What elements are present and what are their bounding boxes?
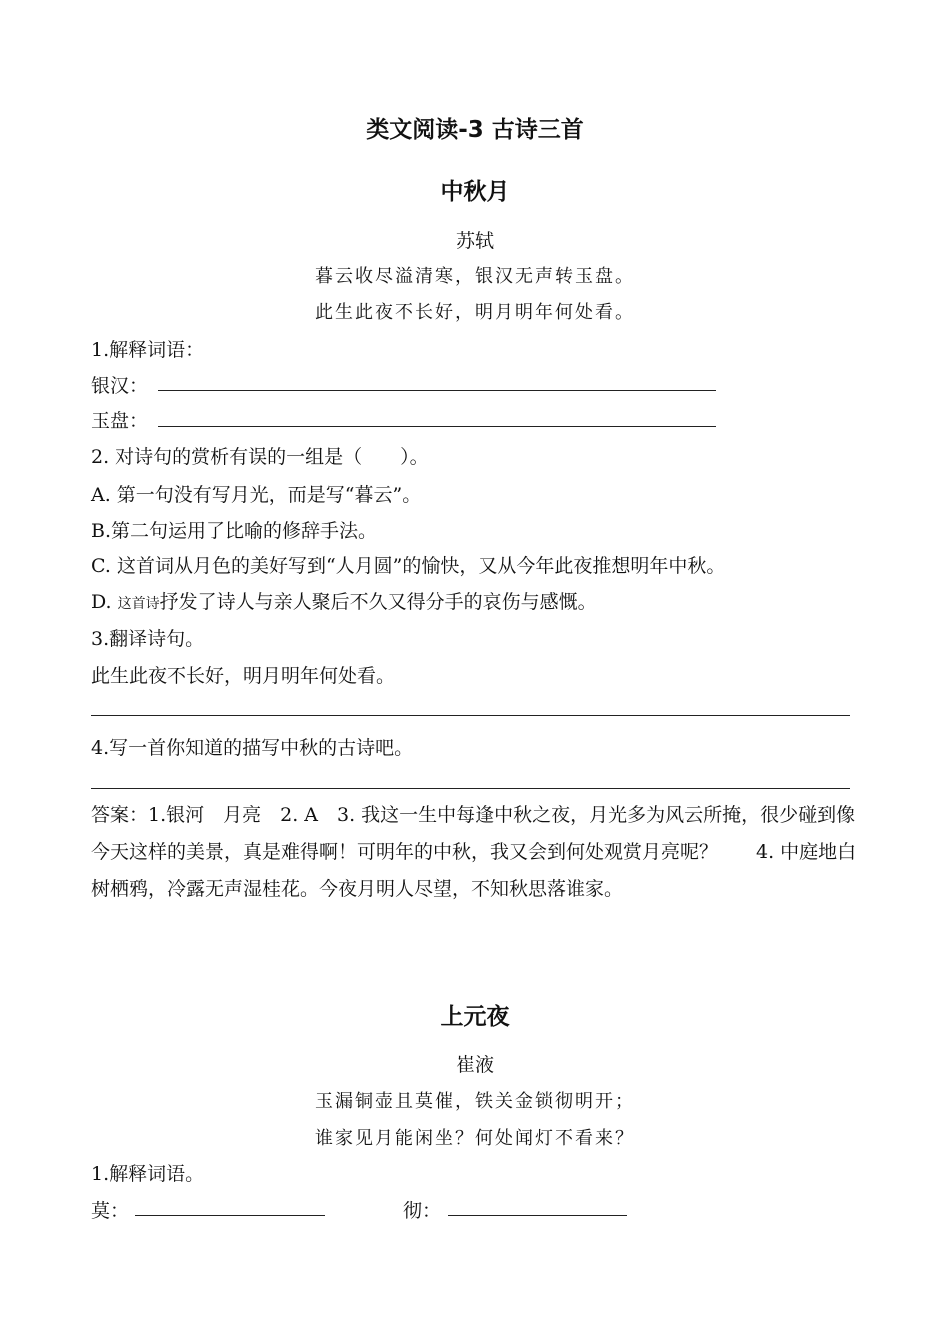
answer-blank-poem[interactable] (91, 788, 850, 789)
poem1-q1-term1: 银汉： (91, 375, 149, 397)
poem2-author: 崔液 (455, 1054, 494, 1076)
answer-blank-yinhan[interactable] (158, 390, 716, 391)
answer-blank-che[interactable] (448, 1215, 627, 1216)
poem1-q2-prompt: 2. 对诗句的赏析有误的一组是（ ）。 (91, 446, 429, 468)
poem1-q1-term2: 玉盘： (91, 410, 149, 432)
poem1-q2-option-d (91, 587, 597, 614)
poem2-q1-label: 1.解释词语。 (91, 1163, 205, 1185)
option-d-text: 抒发了诗人与亲人聚后不久又得分手的哀伤与感慨。 (159, 591, 597, 613)
poem1-q1-label: 1.解释词语： (91, 339, 205, 361)
poem1-answer: 答案：1.银河 月亮 2. A 3. 我这一生中每逢中秋之夜，月光多为风云所掩，很少碰到像今天这样的美景，真是难得啊！可明年的中秋，我又会到何处观赏月亮呢？ 4. 中庭地白树栖鸦，冷露无声湿桂花。今夜月明人尽望，不知秋思落谁家。 (91, 804, 857, 900)
option-d-prefix: D. (91, 591, 118, 613)
option-d-small-text: 这首诗 (117, 596, 160, 612)
poem1-q2-option-b: B.第二句运用了比喻的修辞手法。 (91, 520, 378, 542)
poem1-q2-option-c: C. 这首词从月色的美好写到“人月圆”的愉快，又从今年此夜推想明年中秋。 (91, 555, 726, 577)
poem2-title: 上元夜 (440, 1004, 510, 1030)
poem1-verse-1: 暮云收尽溢清寒，银汉无声转玉盘。 (315, 266, 635, 287)
answer-blank-yupan[interactable] (158, 426, 716, 427)
poem1-author: 苏轼 (455, 230, 494, 252)
poem2-q1-term1: 莫： (91, 1200, 130, 1222)
poem2-q1-term2: 彻： (403, 1200, 442, 1222)
answer-blank-mo[interactable] (135, 1215, 325, 1216)
poem1-q2-option-a: A. 第一句没有写月光，而是写“暮云”。 (91, 484, 422, 506)
poem1-q4-label: 4.写一首你知道的描写中秋的古诗吧。 (91, 737, 414, 759)
poem1-verse-2: 此生此夜不长好，明月明年何处看。 (315, 302, 635, 323)
page-title: 类文阅读-3 古诗三首 (366, 117, 584, 143)
poem1-q3-label: 3.翻译诗句。 (91, 628, 205, 650)
poem1-q3-line: 此生此夜不长好，明月明年何处看。 (91, 665, 396, 687)
answer-blank-translation[interactable] (91, 715, 850, 716)
poem2-verse-2: 谁家见月能闲坐？何处闻灯不看来？ (315, 1128, 635, 1149)
poem1-title: 中秋月 (440, 179, 510, 205)
poem2-verse-1: 玉漏铜壶且莫催，铁关金锁彻明开； (315, 1091, 635, 1112)
